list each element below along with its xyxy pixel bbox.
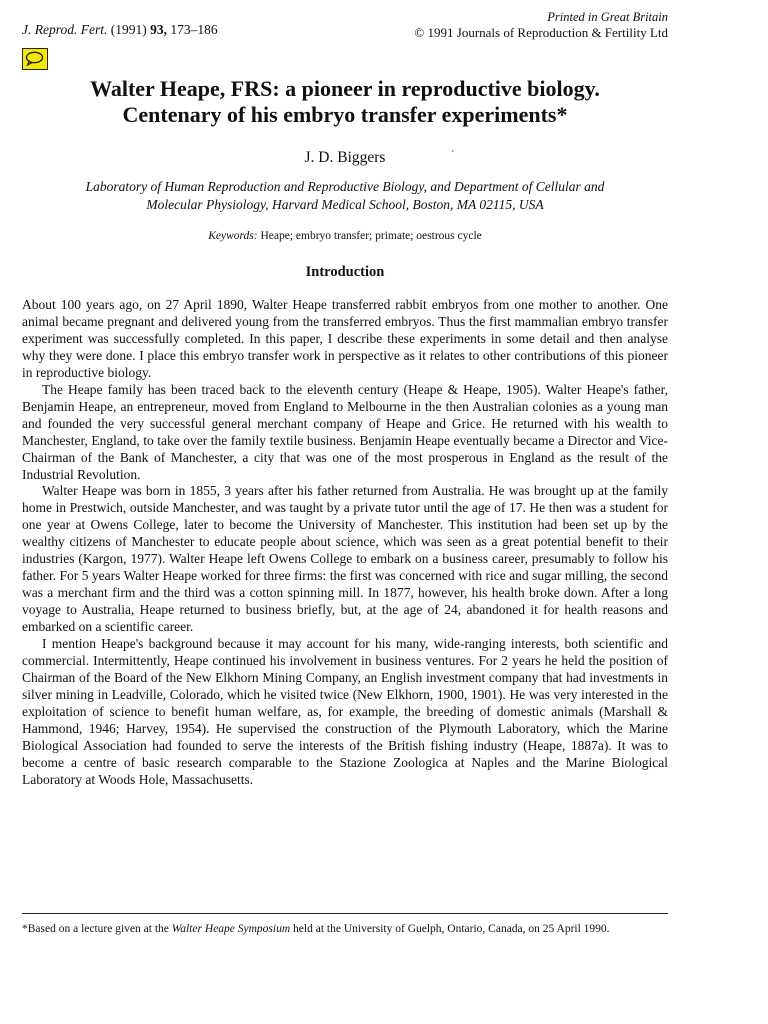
affiliation-line-1: Laboratory of Human Reproduction and Reproductive Biology, and Department of Cellular and [85,179,605,194]
keywords-list: Heape; embryo transfer; primate; oestrous cycle [257,230,482,242]
paragraph: The Heape family has been traced back to the eleventh century (Heape & Heape, 1905). Walter Heape's father, Benjamin Heape, an entrepreneur, moved from England to Melbourne in the then Australian colonies as a young man and founded the very successful general merchant company of Heape and Grice. He returned with his wealth to Manchester, England, to take over the family textile business. Benjamin Heape eventually became a Director and Vice-Chairman of the Bank of Manchester, a city that was one of the most prosperous in England as the result of the Industrial Revolution. [22,381,668,482]
paragraph: Walter Heape was born in 1855, 3 years after his father returned from Australia. He was brought up at the family home in Prestwich, outside Manchester, and was taught by a private tutor until the age of 17. He then was a student for one year at Owens College, later to become the University of Manchester. This institution had been set up by the wealthy citizens of Manchester to educate people about science, which was seen as a great potential benefit to their industries (Kargon, 1977). Walter Heape left Owens College to embark on a business career, presumably to follow his father. For 5 years Walter Heape worked for three firms: the first was concerned with rice and sugar milling, the second was a merchant firm and the third was a cotton spinning mill. In 1877, however, his health broke down. After a long voyage to Australia, Heape returned to business briefly, but, at the age of 24, abandoned it for health reasons and embarked on a scientific career. [22,483,668,635]
body-text [22,297,668,789]
journal-pages: 173–186 [166,22,218,37]
title-line-1: Walter Heape, FRS: a pioneer in reproductive biology. [90,76,600,101]
paragraph: I mention Heape's background because it may account for his many, wide-ranging interests, both scientific and commercial. Intermittently, Heape continued his involvement in business ventures. For 2 years he held the position of Chairman of the Board of the New Elkhorn Mining Company, an English investment company that had investments in silver mining in Leadville, Colorado, which he visited twice (New Elkhorn, 1900, 1901). He was very interested in the exploitation of science to benefit human welfare, as, for example, the breeding of domestic animals (Marshall & Hammond, 1946; Harvey, 1954). He supervised the construction of the Plymouth Laboratory, which the Marine Biological Association had founded to serve the interests of the British fishing industry (Heape, 1887a). It was to become a centre of basic research comparable to the Stazione Zoologica at Naples and the Marine Biological Laboratory at Woods Hole, Massachusetts. [22,636,668,787]
stray-mark: ˊ [451,150,455,161]
article-title [22,76,668,128]
title-line-2: Centenary of his embryo transfer experiments* [122,102,568,127]
keywords [22,230,668,242]
print-info [414,9,668,41]
footnote-suffix: held at the University of Guelph, Ontario, Canada, on 25 April 1990. [290,923,610,935]
journal-name: J. Reprod. Fert. [22,22,108,37]
author-name: J. D. Biggers [304,149,386,166]
footnote-prefix: *Based on a lecture given at the [22,923,172,935]
printed-in: Printed in Great Britain [547,10,668,24]
footnote-divider [22,913,668,914]
affiliation [22,178,668,214]
journal-volume: 93, [150,22,167,37]
section-heading: Introduction [305,264,385,280]
journal-year: (1991) [107,22,151,37]
footnote [22,922,668,937]
keywords-label: Keywords: [208,230,258,242]
footnote-italic: Walter Heape Symposium [171,923,291,935]
affiliation-line-2: Molecular Physiology, Harvard Medical School, Boston, MA 02115, USA [146,197,544,212]
journal-citation [22,22,218,38]
comment-note-icon[interactable] [22,48,48,70]
copyright: © 1991 Journals of Reproduction & Fertility Ltd [414,25,668,40]
paragraph: About 100 years ago, on 27 April 1890, Walter Heape transferred rabbit embryos from one mother to another. One animal became pregnant and delivered young from the transferred embryos. Thus the first mammalian embryo transfer experiment was successfully completed. In this paper, I describe these experiments in some detail and then analyse why they were done. I place this embryo transfer work in perspective as it relates to other contributions of this pioneer in reproductive biology. [22,297,668,380]
